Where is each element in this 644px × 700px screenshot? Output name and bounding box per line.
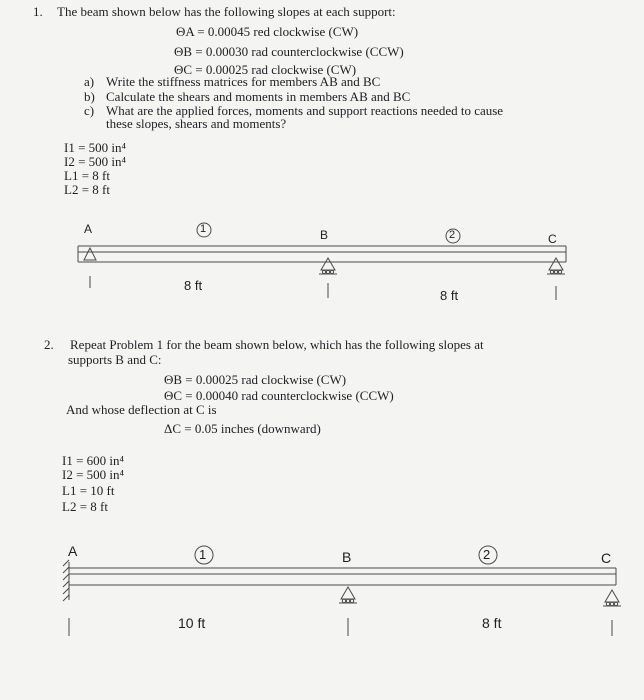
- problem1-prop-i2: I2 = 500 in⁴: [64, 154, 127, 169]
- problem2-deflection: ΔC = 0.05 inches (downward): [164, 421, 321, 436]
- task-a-text: Write the stiffness matrices for members AB and BC: [106, 74, 381, 89]
- problem1-prop-i1: I1 = 500 in⁴: [64, 140, 127, 155]
- beam1-member-2: 2: [449, 229, 456, 241]
- beam1-node-b: B: [320, 228, 329, 242]
- problem1-intro: The beam shown below has the following slopes at each support:: [57, 4, 396, 19]
- problem1-slope-c: ΘC = 0.00025 rad clockwise (CW): [174, 62, 357, 77]
- task-b-label: b): [84, 89, 95, 104]
- problem2-deflection-intro: And whose deflection at C is: [66, 402, 217, 417]
- problem2-slope-c: ΘC = 0.00040 rad counterclockwise (CCW): [164, 388, 394, 403]
- problem1-prop-l2: L2 = 8 ft: [64, 182, 110, 197]
- task-c-label: c): [84, 103, 95, 118]
- task-a-label: a): [84, 74, 95, 89]
- problem2-slope-b: ΘB = 0.00025 rad clockwise (CW): [164, 372, 347, 387]
- problem2-intro-line1: Repeat Problem 1 for the beam shown below, which has the following slopes at: [70, 337, 484, 352]
- problem2-number: 2.: [44, 337, 54, 352]
- problem1-prop-l1: L1 = 8 ft: [64, 168, 110, 183]
- problem2-prop-i1: I1 = 600 in⁴: [62, 453, 125, 468]
- problem1-number: 1.: [33, 4, 43, 19]
- beam1-node-a: A: [84, 222, 93, 236]
- beam2-node-a: A: [68, 543, 78, 559]
- task-c-text-line2: these slopes, shears and moments?: [106, 116, 287, 131]
- problem2-intro-line2: supports B and C:: [68, 352, 162, 367]
- beam2-node-b: B: [342, 549, 352, 565]
- task-b-text: Calculate the shears and moments in members AB and BC: [106, 89, 411, 104]
- beam1-span-2: 8 ft: [440, 288, 459, 303]
- problem2-prop-i2: I2 = 500 in⁴: [62, 467, 125, 482]
- problem1-slope-a: ΘA = 0.00045 red clockwise (CW): [176, 24, 359, 39]
- problem2-prop-l1: L1 = 10 ft: [62, 483, 115, 498]
- beam1-node-c: C: [548, 232, 557, 246]
- beam2-span-1: 10 ft: [178, 615, 206, 631]
- problem1-slope-b: ΘB = 0.00030 rad counterclockwise (CCW): [174, 44, 404, 59]
- task-c-text-line1: What are the applied forces, moments and support reactions needed to cause: [106, 103, 504, 118]
- beam1-span-1: 8 ft: [184, 278, 203, 293]
- beam1-member-1: 1: [200, 223, 207, 235]
- beam2-member-2: 2: [483, 547, 491, 562]
- beam2-node-c: C: [601, 550, 612, 566]
- problem2-prop-l2: L2 = 8 ft: [62, 499, 108, 514]
- beam2-member-1: 1: [199, 547, 207, 562]
- beam2-span-2: 8 ft: [482, 615, 502, 631]
